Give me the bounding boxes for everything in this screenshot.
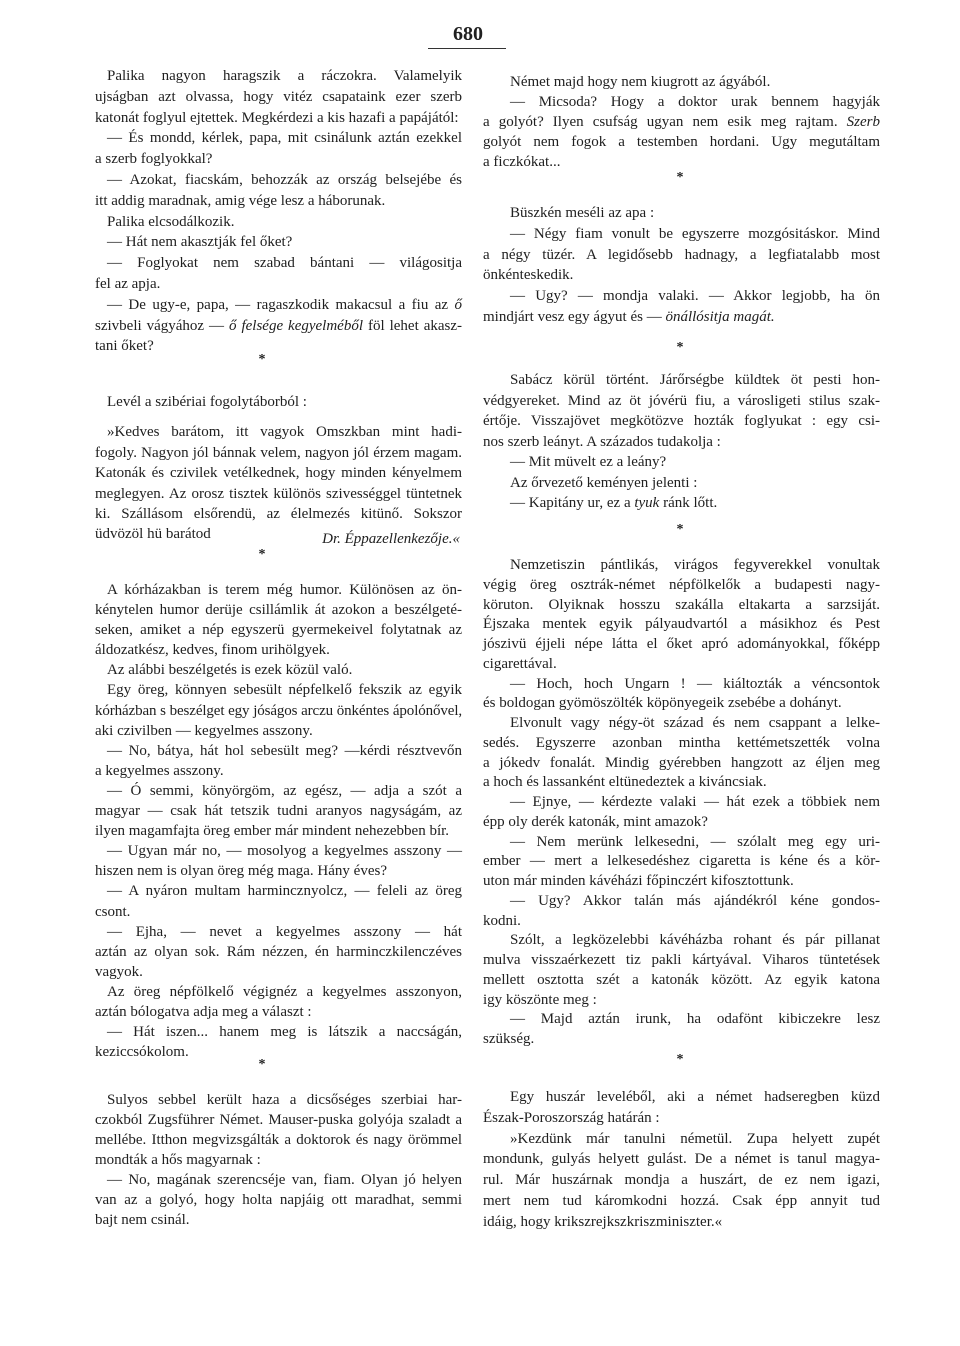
text-line — [95, 1042, 462, 1062]
text-span: értője. Visszajövet megkötözve hozták foglyukat : egy csi- — [483, 413, 880, 429]
paragraph — [483, 892, 880, 932]
text-line — [483, 411, 880, 432]
text-line — [483, 1129, 880, 1150]
text-span: Éjszaka mentek egyik pályaudvartól a másikhoz és Pest — [483, 616, 880, 633]
paragraph — [95, 128, 462, 170]
text-span: mondták a hős magyarnak : — [95, 1152, 261, 1168]
text-line — [95, 922, 462, 942]
text-line — [483, 245, 880, 266]
text-span: — Foglyokat nem szabad bántani — világositja — [107, 255, 462, 272]
article-section — [483, 370, 880, 514]
paragraph — [483, 1129, 880, 1233]
text-line — [483, 1212, 880, 1233]
text-line — [483, 1087, 880, 1108]
text-span: Levél a szibériai fogolytáborból : — [107, 394, 307, 410]
section-separator: * — [258, 547, 266, 562]
text-line — [483, 971, 880, 991]
text-span: mellett osztotta szét a katonák között. Az egyik katona — [483, 971, 880, 988]
text-span: magyar — csak hát tetszik tudni aranyos nagyságám, az — [95, 803, 462, 820]
text-span: katonát foglyul ejtettek. Megkérdezi a kis hazafi a papájától: — [95, 109, 459, 126]
text-span: föl lehet akasz- — [363, 317, 462, 334]
article-section — [95, 66, 462, 357]
text-span: mindjárt vesz egy ágyut és — — [483, 308, 666, 325]
text-span: Katonák és czivilek vetélkednek, hogy minden kényelmem — [95, 465, 462, 482]
text-line — [95, 1110, 462, 1130]
text-span: kodni. — [483, 912, 521, 929]
paragraph — [95, 170, 462, 212]
paragraph — [95, 392, 462, 412]
text-line — [95, 191, 462, 212]
paragraph — [95, 1022, 462, 1062]
text-line — [483, 773, 880, 793]
text-span: Elvonult vagy négy-öt század és nem csappant a lelke- — [510, 715, 880, 731]
text-line — [95, 680, 462, 700]
text-span: golyót nem fogok a testemben hordani. Ugy megutáltam — [483, 134, 880, 150]
article-section — [95, 392, 462, 548]
text-line — [483, 370, 880, 391]
letter-signature: Dr. Éppazellenkezője.« — [322, 531, 460, 548]
text-line — [95, 87, 462, 108]
text-span: Palika elcsodálkozik. — [107, 213, 235, 230]
text-span: — A nyáron multam harmincznyolcz, — feleli az öreg — [107, 883, 462, 900]
text-span: — Hát iszen... hanem meg is látszik a naccságán, — [107, 1024, 462, 1041]
text-line — [95, 1210, 462, 1230]
text-span: Egy huszár leveléből, aki a német hadseregben küzd — [510, 1089, 880, 1105]
text-line — [483, 203, 880, 224]
text-line — [95, 336, 462, 357]
text-span: a négy tüzér. A legidősebb hadnagy, a legfiatalabb most — [483, 246, 880, 263]
text-line — [483, 1170, 880, 1191]
text-line — [95, 640, 462, 660]
paragraph — [483, 92, 880, 172]
article-section — [483, 72, 880, 172]
text-span: bajt nem csinál. — [95, 1212, 190, 1228]
text-span: — Ugy? — mondja valaki. — Akkor legjobb, ha ön — [510, 288, 880, 305]
paragraph — [95, 660, 462, 680]
text-line — [95, 170, 462, 191]
text-line — [95, 316, 462, 337]
text-line — [95, 982, 462, 1002]
text-span: épp oly derék katonák, mint amazok? — [483, 813, 708, 830]
text-line — [483, 72, 880, 92]
text-span: önkénteskedik. — [483, 267, 574, 284]
text-span: hiszen nem is olyan öreg még maga. Hány éves? — [95, 863, 387, 880]
text-span: — Micsoda? Hogy a doktor urak bennem hagyják — [510, 94, 880, 110]
paragraph — [95, 232, 462, 253]
text-line — [483, 391, 880, 412]
text-line — [483, 493, 880, 514]
text-line — [95, 701, 462, 721]
text-line — [95, 443, 462, 463]
text-line — [95, 1150, 462, 1170]
text-line — [95, 504, 462, 524]
text-span: cigarettával. — [483, 655, 557, 672]
text-span: jószivü éjjeli népe látta el őket apró adományokkal, főképp — [483, 636, 880, 652]
text-line — [483, 556, 880, 576]
text-line — [483, 224, 880, 245]
text-line — [95, 580, 462, 600]
text-span: csont. — [95, 903, 131, 920]
text-span: — Ó semmi, könyörgöm, az egész, — adja a szót a — [107, 782, 462, 799]
text-span: — Ugyan már no, — mosolyog a kegyelmes asszony — — [107, 843, 462, 860]
text-span: vagyok. — [95, 963, 143, 980]
section-separator: * — [258, 1057, 266, 1072]
text-line — [483, 813, 880, 833]
text-line — [95, 761, 462, 781]
text-span: — No, magának szerencséje van, fiam. Olyan jó helyen — [107, 1172, 462, 1188]
text-span: Az őrvezető keményen jelenti : — [510, 474, 698, 491]
section-separator: * — [676, 522, 684, 537]
text-line — [483, 132, 880, 152]
paragraph — [95, 781, 462, 841]
right-column — [483, 0, 880, 1300]
text-span: aztán bólogatva adja meg a választ : — [95, 1003, 312, 1020]
text-line — [95, 600, 462, 620]
text-span: A kórházakban is terem még humor. Különösen az ön- — [107, 582, 462, 598]
text-line — [483, 694, 880, 714]
text-line — [95, 781, 462, 801]
text-line — [95, 1190, 462, 1210]
section-separator: * — [676, 340, 684, 355]
text-span: a golyót? Ilyen csufság ugyan nem esik meg rajtam. — [483, 114, 847, 130]
text-line — [95, 721, 462, 741]
text-span: — Nem merünk lelkesedni, — szólalt meg egy uri- — [510, 833, 880, 850]
text-line — [95, 942, 462, 962]
paragraph — [95, 1170, 462, 1230]
text-span: Sulyos sebbel került haza a dicsőséges szerbiai har- — [107, 1092, 462, 1108]
text-span: védgyereket. Mind az öt jóvérü fiu, a városligeti stilus szak- — [483, 392, 880, 409]
text-line — [483, 432, 880, 453]
text-span: szivbeli vágyához — — [95, 317, 229, 334]
text-line — [483, 596, 880, 616]
text-span: áldozatkész, kedves, finom urihölgyek. — [95, 642, 330, 659]
text-line — [95, 463, 462, 483]
text-line — [483, 286, 880, 307]
text-span: aztán az olyan sok. Rám nézzen, én harminczkilenczéves — [95, 943, 462, 960]
text-line — [483, 872, 880, 892]
text-span: — No, bátya, hát hol sebesült meg? —kérdi résztvevőn — [107, 742, 462, 759]
text-span: a szerb foglyokkal? — [95, 151, 213, 168]
text-span: »Kedves barátom, itt vagyok Omszkban mint hadi- — [107, 424, 462, 441]
text-span: tani őket? — [95, 338, 154, 355]
article-section — [483, 556, 880, 1050]
paragraph — [95, 741, 462, 781]
text-line — [95, 821, 462, 841]
text-line — [483, 112, 880, 132]
text-line — [483, 931, 880, 951]
text-span: mert nem tud káromkodni hozzá. Csak épp annyit tud — [483, 1192, 880, 1209]
section-separator: * — [676, 1052, 684, 1067]
text-line — [483, 912, 880, 932]
text-span: a ficzkókat... — [483, 154, 561, 170]
text-line — [483, 452, 880, 473]
text-line — [95, 1022, 462, 1042]
text-span: »Kezdünk már tanulni németül. Zupa helyett zupét — [510, 1130, 880, 1147]
text-line — [95, 484, 462, 504]
text-span: üdvözöl hü barátod — [95, 526, 211, 543]
text-line — [95, 253, 462, 274]
text-span: Sabácz körül történt. Járőrségbe küldtek öt pesti hon- — [510, 372, 880, 388]
text-line — [95, 741, 462, 761]
text-span: a jókedv fonalát. Mindig gyérebben hangzott az éljen meg — [483, 754, 880, 771]
text-span: kórházban s beszélget egy jóságos arczu önkéntes ápolónővel, — [95, 702, 462, 719]
text-line — [483, 734, 880, 754]
text-span: végig öreg osztrák-német népfölkelők a budapesti nagy- — [483, 576, 880, 593]
text-span: ember — mert a lelkesedéshez cigaretta is kéne és a kör- — [483, 853, 880, 870]
text-span: mulva visszaérkezett tiz pakli kártyával. Viharos tüntetések — [483, 952, 880, 968]
text-span: mellébe. Itthon megvizsgálták a doktorok és nagy örömmel — [95, 1132, 462, 1148]
text-line — [95, 801, 462, 821]
paragraph — [483, 370, 880, 452]
text-span: Az öreg népfölkelő végignéz a kegyelmes asszonyon, — [107, 983, 462, 1000]
paragraph — [483, 556, 880, 675]
paragraph — [95, 253, 462, 295]
text-line — [483, 1191, 880, 1212]
text-span: Német majd hogy nem kiugrott az ágyából. — [510, 74, 771, 90]
page-number: 680 — [453, 23, 483, 45]
text-span: uton már minden kávéházi főpinczért kifosztottunk. — [483, 873, 794, 889]
paragraph — [483, 224, 880, 286]
text-span: idáig, hogy krikszrejkszkriszminiszter.« — [483, 1213, 723, 1230]
text-span: Egy öreg, könnyen sebesült népfelkelő fekszik az egyik — [107, 682, 462, 699]
text-line — [483, 655, 880, 675]
text-span: — De ugy-e, papa, — ragaszkodik makacsul a fiu az — [107, 296, 455, 313]
text-span: ujságban azt olvassa, hogy vitéz csapataink ezer szerb — [95, 88, 462, 105]
text-span: és boldogan gyömöszölték köpönyegeik zsebébe a dohányt. — [483, 695, 842, 712]
text-line — [95, 108, 462, 129]
paragraph — [95, 881, 462, 921]
paragraph — [95, 841, 462, 881]
text-span: — Ejha, — nevet a kegyelmes asszony — hát — [107, 923, 462, 940]
text-line — [95, 1090, 462, 1110]
italic-text: Szerb — [846, 114, 880, 130]
text-span: meglegyen. Az orosz tisztek különös szivességgel tüntetnek — [95, 485, 462, 502]
paragraph — [95, 212, 462, 233]
paragraph — [483, 675, 880, 715]
text-line — [95, 232, 462, 253]
text-span: sedés. Egyszerre azonban mintha kettémetszették volna — [483, 734, 880, 751]
text-line — [95, 392, 462, 412]
text-line — [95, 881, 462, 901]
paragraph — [483, 473, 880, 494]
text-line — [483, 1030, 880, 1050]
text-span: — Mit müvelt ez a leány? — [510, 454, 667, 470]
text-span: Palika nagyon haragszik a ráczokra. Valamelyik — [107, 68, 462, 84]
paragraph — [95, 922, 462, 982]
text-line — [483, 92, 880, 112]
text-line — [95, 861, 462, 881]
text-line — [483, 754, 880, 774]
italic-text: önállósitja magát. — [665, 308, 775, 325]
text-line — [483, 307, 880, 328]
text-span: aki czivilben — kegyelmes asszony. — [95, 722, 313, 739]
text-span: rul. Már huszárnak mondja a huszárt, de ez nem igazi, — [483, 1172, 880, 1189]
paragraph — [483, 793, 880, 833]
paragraph — [95, 295, 462, 357]
paragraph — [483, 286, 880, 328]
text-line — [483, 833, 880, 853]
left-column — [95, 0, 462, 1300]
text-line — [483, 473, 880, 494]
italic-text: tyuk — [634, 495, 660, 511]
text-span: Szólt, a legközelebbi kávéházba rohant és pár pillanat — [510, 932, 880, 949]
paragraph — [95, 580, 462, 660]
text-span: — Négy fiam vonult be egyszerre mozgósitáskor. Mind — [510, 225, 880, 242]
text-line — [483, 892, 880, 912]
text-span: — Ejnye, — kérdezte valaki — hát ezek a többiek nem — [510, 794, 880, 810]
text-span: — Hát nem akasztják fel őket? — [107, 234, 293, 251]
paragraph — [95, 1090, 462, 1170]
text-line — [483, 714, 880, 734]
text-line — [95, 295, 462, 316]
text-line — [483, 635, 880, 655]
text-line — [95, 524, 462, 548]
text-line — [95, 902, 462, 922]
text-span: — Kapitány ur, ez a — [510, 495, 635, 511]
text-span: Nemzetiszin pántlikás, virágos fegyverekkel vonultak — [510, 557, 880, 573]
text-line — [95, 841, 462, 861]
paragraph — [483, 72, 880, 92]
text-span: ki. Szállásom elsőrendü, az élelmezés kitünő. Sokszor — [95, 505, 462, 522]
text-line — [483, 1010, 880, 1030]
paragraph — [95, 66, 462, 128]
text-span: keziccsókolom. — [95, 1044, 189, 1061]
text-line — [483, 1149, 880, 1170]
text-span: czokból Zugsführer Német. Mauser-puska golyója szaladt a — [95, 1112, 462, 1128]
paragraph — [95, 982, 462, 1022]
text-line — [95, 660, 462, 680]
article-section — [483, 1087, 880, 1233]
text-span: ránk lőtt. — [659, 495, 718, 511]
section-separator: * — [258, 352, 266, 367]
text-line — [95, 1130, 462, 1150]
text-line — [483, 615, 880, 635]
paragraph — [95, 422, 462, 548]
text-span: Az alábbi beszélgetés is ezek közül való. — [107, 662, 353, 679]
text-span: — És mondd, kérlek, papa, mit csinálunk aztán ezekkel — [107, 130, 462, 147]
text-span: szükség. — [483, 1031, 535, 1047]
text-span: mondunk, gulyás helyett gulást. De a német is tanul magya- — [483, 1151, 880, 1168]
text-line — [483, 675, 880, 695]
text-span: — Azokat, fiacskám, behozzák az ország belsejébe és — [107, 171, 462, 188]
section-separator: * — [676, 170, 684, 185]
text-line — [483, 793, 880, 813]
text-span: — Majd aztán irunk, ha odafönt kibiczekre lesz — [510, 1011, 880, 1028]
text-line — [483, 991, 880, 1011]
text-span: fel az apja. — [95, 275, 161, 292]
text-span: van az a golyó, hogy holta napjáig ott maradhat, semmi — [95, 1192, 462, 1208]
text-span: — Ugy? Akkor talán más ajándékról kéne gondos- — [510, 892, 880, 909]
text-line — [95, 962, 462, 982]
text-line — [95, 128, 462, 149]
paragraph — [483, 1087, 880, 1129]
text-span: nos szerb leányt. A százados tudakolja : — [483, 433, 721, 450]
text-line — [483, 1108, 880, 1129]
paragraph — [483, 714, 880, 793]
text-line — [483, 951, 880, 971]
text-line — [95, 212, 462, 233]
text-line — [95, 1002, 462, 1022]
article-section — [95, 580, 462, 1062]
italic-text: ő — [454, 296, 462, 313]
text-line — [95, 422, 462, 442]
text-line — [95, 620, 462, 640]
paragraph — [483, 452, 880, 473]
text-span: Észak-Poroszország határán : — [483, 1109, 660, 1126]
paragraph — [483, 493, 880, 514]
text-span: kénytelen humor derüje csillámlik át azokon a beszélgeté- — [95, 602, 462, 619]
text-line — [483, 852, 880, 872]
text-line — [483, 576, 880, 596]
paragraph — [483, 1010, 880, 1050]
paragraph — [483, 203, 880, 224]
text-span: itt addig maradnak, amig vége lesz a háborunak. — [95, 192, 386, 209]
text-line — [95, 274, 462, 295]
text-span: ilyen magamfajta öreg ember már mindent nehezebben bír. — [95, 823, 450, 840]
text-line — [95, 149, 462, 170]
paragraph — [483, 931, 880, 1010]
paragraph — [483, 833, 880, 892]
text-span: köruton. Olyiknak hosszu szakálla eltakarta a sarzsiját. — [483, 596, 880, 613]
text-span: a hoch és lassanként eltünedeztek a kiváncsiak. — [483, 774, 767, 791]
text-line — [483, 265, 880, 286]
text-line — [95, 1170, 462, 1190]
article-section — [95, 1090, 462, 1230]
text-span: seken, amiket a nép egyszerü gyermekeivel folytatnak az — [95, 622, 462, 639]
text-span: igy köszönte meg : — [483, 991, 597, 1008]
italic-text: ő felsége kegyelméből — [229, 317, 364, 334]
text-line — [95, 66, 462, 87]
text-span: a kegyelmes asszony. — [95, 762, 224, 779]
article-section — [483, 203, 880, 328]
text-span: Büszkén meséli az apa : — [510, 205, 655, 221]
paragraph — [95, 680, 462, 740]
text-span: — Hoch, hoch Ungarn ! — kiáltozták a véncsontok — [510, 675, 880, 692]
text-span: fogoly. Nagyon jól bánnak velem, nagyon jól érzem magam. — [95, 444, 462, 461]
